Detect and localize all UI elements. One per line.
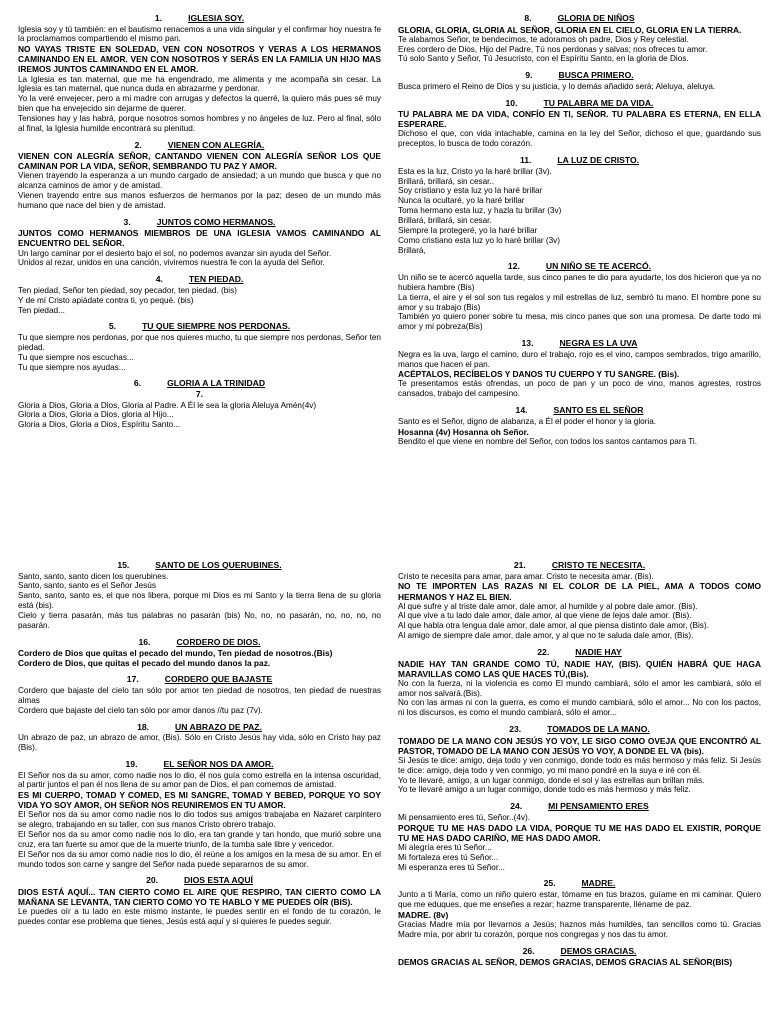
song-block — [398, 14, 761, 64]
song-verse-line: Mi esperanza eres tú Señor... — [398, 862, 505, 872]
song-verse-line: Al que habla otra lengua dale amor, dale amor, al que piensa distinto dale amor, (Bis). — [398, 621, 709, 631]
song-title: BUSCA PRIMERO. — [558, 70, 634, 81]
song-verse-line: No con las armas ni con la guerra, es como el mundo cambiará, sólo el amor... No con los pactos, ni los discursos, es como el mundo cambiará, sólo el amor... — [398, 698, 761, 718]
song-title: GLORIA DE NIÑOS — [557, 13, 635, 23]
song-verse-line: Gracias Madre mía por llevarnos a Jesús; haznos más humildes, tan sencillos como tú. Gracias Madre mía, por abrir tu corazón, porque nos congregas y nos das tu amor. — [398, 919, 761, 939]
song-heading — [18, 141, 381, 151]
song-number: 11. — [519, 155, 532, 166]
song-heading — [398, 99, 761, 109]
column-top-left — [18, 14, 381, 437]
song-verse-line: Te alabamos Señor, te bendecimos, te adoramos oh padre, Dios y Rey celestial. — [398, 34, 689, 44]
song-verse-line: Gloria a Dios, Gloria a Dios, gloria al Hijo... — [18, 410, 174, 420]
song-title: VIENEN CON ALEGRÍA. — [167, 139, 265, 150]
song-verse-line: Santo es el Señor, digno de alabanza, a Él el poder el honor y la gloria. — [398, 416, 657, 426]
song-block — [398, 71, 761, 91]
song-heading — [398, 561, 761, 571]
song-verse-line: La tierra, el aire y el sol son tus regalos y mil estrellas de luz, sembró tu mano. El hombre pone su amor y su trabajo (Bis) — [398, 292, 761, 312]
song-verse-line: Vienen trayendo entre sus manos esfuerzos de hermanos por la paz; deseo de un mundo más humano que nace del bien y de amistad. — [18, 191, 381, 210]
song-verse-line: Tú solo Santo y Señor, Tú Jesucristo, con el Espíritu Santo, en la gloria de Dios. — [398, 54, 689, 64]
song-block — [398, 725, 761, 795]
song-verse-line: Te presentamos estás ofrendas, un poco de pan y un poco de vino, manos agrestes, rostros cansados, trabajo del campesino. — [398, 379, 761, 399]
song-chorus-line: DEMOS GRACIAS AL SEÑOR, DEMOS GRACIAS, DEMOS GRACIAS AL SEÑOR(BIS) — [398, 957, 733, 968]
song-heading — [18, 275, 381, 285]
song-title: NEGRA ES LA UVA — [559, 338, 638, 349]
song-block — [398, 648, 761, 718]
column-top-right — [398, 14, 761, 454]
song-verse-line: Tu que siempre nos perdonas, por que nos quieres mucho, tu que siempre nos perdonas, Señor ten piedad. — [18, 333, 381, 352]
song-block — [398, 879, 761, 939]
song-title: TEN PIEDAD. — [188, 274, 244, 285]
song-chorus-line: MADRE. (8v) — [398, 909, 449, 920]
song-verse-line: Si Jesús te dice: amigo, deja todo y ven conmigo, donde todo es más hermoso y más feliz. Si Jesús te dice: amigo, deja todo y ven conmigo, yo mi mano pondré en la suya e iré con él. — [398, 755, 761, 775]
song-heading — [18, 322, 381, 332]
song-verse-line: El Señor nos da su amor, como nadie nos lo dio, él nos guía como estrella en la intensa oscuridad, al partir juntos el pan él nos llena de su amor pan de Dios, el pan comemos de amistad. — [18, 770, 381, 790]
song-title: MI PENSAMIENTO ERES — [548, 801, 649, 812]
song-block — [18, 218, 381, 268]
song-number: 18. — [137, 721, 150, 732]
song-chorus-line: NO TE IMPORTEN LAS RAZAS NI EL COLOR DE LA PIEL, AMA A TODOS COMO HERMANOS Y HAZ EL BIEN. — [398, 581, 761, 602]
song-number: 25. — [543, 878, 556, 889]
song-verse-line: Un abrazo de paz, un abrazo de amor, (Bis). Sólo en Cristo Jesús hay vida, sólo en Cristo hay paz (Bis). — [18, 733, 381, 753]
song-verse-line: Bendito el que viene en nombre del Señor, con todos los santos cantamos para Ti. — [398, 436, 698, 446]
song-block — [18, 141, 381, 211]
song-block — [18, 876, 381, 926]
song-title: IGLESIA SOY. — [188, 13, 245, 23]
song-heading — [18, 379, 381, 389]
song-heading — [398, 156, 761, 166]
song-title: SANTO DE LOS QUERUBINES. — [155, 560, 282, 570]
song-heading — [18, 675, 381, 685]
song-verse-line: Al que sufre y al triste dale amor, dale amor, al humilde y al pobre dale amor. (Bis). — [398, 601, 698, 611]
song-block — [18, 760, 381, 870]
song-verse-line: El Señor nos da su amor como nadie nos lo dio todos sus amigos trabajaba en Nazaret carpintero se alegro, trabajando en su taller, con sus manos Cristo obrero trabajo. — [18, 810, 381, 830]
song-block — [18, 675, 381, 715]
song-block — [18, 379, 381, 430]
song-verse-line: Nunca la ocultaré, yo la haré brillar — [398, 196, 525, 206]
song-verse-line: También yo quiero poner sobre tu mesa, mis cinco panes que son una promesa. De darte todo mi amor y mi pobreza(Bis) — [398, 312, 761, 332]
song-heading — [18, 760, 381, 770]
song-block — [18, 322, 381, 372]
song-number: 20. — [146, 875, 159, 886]
song-verse-line: Santo, santo, santo es, el que nos libera, porque mi Dios es mi Santo y la tierra llena de su gloria está (bis). — [18, 591, 381, 611]
song-title: TOMADOS DE LA MANO. — [547, 724, 650, 735]
song-heading — [398, 725, 761, 735]
song-subnumber: 7. — [195, 389, 204, 400]
song-heading — [18, 638, 381, 648]
song-verse-line: Junto a ti María, como un niño quiero estar, tómame en tus brazos, guíame en mi caminar. Quiero que me eduques, que me enseñes a rezar; hazme transparente, lléname de paz. — [398, 890, 761, 909]
song-verse-line: Busca primero el Reino de Dios y su justicia, y lo demás añadido será; Aleluya, aleluya. — [398, 81, 716, 91]
song-title: UN ABRAZO DE PAZ. — [175, 721, 262, 732]
song-heading — [398, 71, 761, 81]
song-title: CRISTO TE NECESITA. — [551, 560, 646, 570]
song-chorus-line: ACÉPTALOS, RECÍBELOS Y DANOS TU CUERPO Y TU SANGRE. (Bis). — [398, 369, 680, 380]
song-title: JUNTOS COMO HERMANOS. — [156, 216, 276, 227]
song-verse-line: El Señor nos da su amor como nadie nos lo dio, él reúne a los amigos en la mesa de su amor. En el mundo todos son carne y sangre del Señor nada puede separarnos de su amor. — [18, 849, 381, 869]
song-verse-line: Un largo caminar por el desierto bajo el sol, no podemos avanzar sin ayuda del Señor. — [18, 248, 332, 258]
song-block — [398, 156, 761, 255]
song-number: 21. — [513, 560, 526, 570]
song-verse-line: Ten piedad, Señor ten piedad, soy pecador, ten piedad. (bis) — [18, 285, 237, 295]
column-bottom-right — [398, 561, 761, 974]
song-chorus-line: DIOS ESTÁ AQUÍ... TAN CIERTO COMO EL AIRE QUE RESPIRO, TAN CIERTO COMO LA MAÑANA SE LEVANTA, TAN CIERTO COMO YO TE HABLO Y ME PUEDES OÍR (BIS). — [18, 887, 381, 908]
song-heading — [18, 218, 381, 228]
song-block — [398, 99, 761, 149]
song-block — [398, 947, 761, 968]
song-verse-line: Tensiones hay y las habrá, porque nosotros somos hombres y no ángeles de luz. Pero al final, sólo al final, la Iglesia humilde encontrará su plenitud. — [18, 113, 381, 133]
song-chorus-line: NADIE HAY TAN GRANDE COMO TÚ, NADIE HAY, (BIS). QUIÉN HABRÁ QUE HAGA MARAVILLAS COMO LAS QUE HACES TÚ,(Bis). — [398, 658, 761, 679]
song-title: CORDERO QUE BAJASTE — [164, 674, 273, 685]
song-verse-line: Soy cristiano y esta luz yo la haré brillar — [398, 186, 543, 196]
song-number: 24. — [510, 801, 523, 812]
song-verse-line: Tu que siempre nos ayudas... — [18, 362, 126, 372]
song-number: 8. — [524, 13, 532, 23]
song-verse-line: Mi pensamiento eres tú, Señor..(4v). — [398, 812, 530, 822]
song-verse-line: El Señor nos da su amor como nadie nos lo dio, era tan grande y tan hondo, que murió sobre una cruz, era tan fuerte su amor que de la muerte triunfo, de la tumba sale libre y vencedor. — [18, 830, 381, 849]
song-heading — [398, 648, 761, 658]
song-verse-line: Brillará, — [398, 245, 426, 255]
song-number: 10. — [505, 97, 518, 108]
song-heading — [398, 406, 761, 416]
song-verse-line: Gloria a Dios, Gloria a Dios, Espíritu Santo... — [18, 420, 180, 430]
song-verse-line: Y de mí Cristo apiádate contra ti, yo pequé. (bis) — [18, 295, 194, 305]
song-chorus-line: TOMADO DE LA MANO CON JESÚS YO VOY, LE SIGO COMO OVEJA QUE ENCONTRÓ AL PASTOR, TOMADO DE LA MANO CON JESÚS YO VOY, A DONDE EL VA (bis). — [398, 735, 761, 756]
song-block — [18, 723, 381, 753]
song-chorus-line: PORQUE TU ME HAS DADO LA VIDA, PORQUE TU ME HAS DADO EL EXISTIR, PORQUE TU ME HAS DADO CARIÑO, ME HAS DADO AMOR. — [398, 822, 761, 843]
song-chorus-line: GLORIA, GLORIA, GLORIA AL SEÑOR, GLORIA EN EL CIELO, GLORIA EN LA TIERRA. — [398, 24, 742, 35]
song-verse-line: Yo la veré envejecer, pero a mi madre con arrugas y defectos la querré, la quiero más pues sé muy bien que ha envejecido sin dejarme de querer. — [18, 94, 381, 114]
song-title: EL SEÑOR NOS DA AMOR. — [163, 758, 274, 769]
song-chorus-line: Cordero de Dios, que quitas el pecado del mundo danos la paz. — [18, 658, 271, 669]
song-number: 6. — [133, 378, 142, 389]
song-number: 16. — [138, 636, 151, 647]
song-number: 3. — [123, 216, 131, 227]
song-verse-line: Ten piedad... — [18, 305, 65, 315]
song-verse-line: Mi fortaleza eres tú Señor... — [398, 852, 499, 862]
song-heading — [18, 723, 381, 733]
song-block — [18, 561, 381, 631]
song-block — [18, 275, 381, 315]
song-number: 9. — [525, 70, 533, 81]
song-verse-line: Iglesia soy y tú también: en el bautismo renacemos a una vida singular y el confirmar hoy nuestra fe la proclamamos compartiendo el mismo pan. — [18, 24, 381, 44]
song-title: DEMOS GRACIAS. — [560, 945, 637, 956]
song-number: 19. — [125, 758, 138, 769]
song-verse-line: Brillará, brillará, sin cesar. — [398, 216, 492, 226]
song-number: 22. — [537, 647, 550, 657]
song-title: DIOS ESTA AQUÍ — [184, 875, 253, 886]
song-verse-line: Cielo y tierra pasarán, más tus palabras no pasarán (bis) No, no, no pasarán, no, no, no, no pasarán. — [18, 611, 381, 630]
song-title: MADRE. — [581, 878, 616, 889]
song-verse-line: Yo te llevaré amigo a un lugar conmigo, donde todo es más hermoso y más feliz. — [398, 785, 691, 795]
song-verse-line: Siempre la protegeré, yo la haré brillar — [398, 225, 538, 235]
song-verse-line: Gloria a Dios, Gloria a Dios, Gloria al Padre. A Él le sea la gloria Aleluya Amén(4v) — [18, 400, 317, 410]
song-heading — [18, 14, 381, 24]
song-verse-line: Al que vive a tu lado dale amor, dale amor, al que viene de lejos dale amor. (Bis). — [398, 611, 692, 621]
song-block — [398, 406, 761, 446]
song-heading — [18, 561, 381, 571]
song-verse-line: Al amigo de siempre dale amor, dale amor, y al que no te saluda dale amor, (Bis). — [398, 631, 694, 641]
song-chorus-line: ES MI CUERPO, TOMAD Y COMED, ES MI SANGRE, TOMAD Y BEBED, PORQUE YO SOY VIDA YO SOY AMOR, OH SEÑOR NOS REUNIREMOS EN TU AMOR. — [18, 790, 381, 811]
column-bottom-left — [18, 561, 381, 934]
song-chorus-line: Cordero de Dios que quitas el pecado del mundo, Ten piedad de nosotros.(Bis) — [18, 648, 333, 659]
song-verse-line: Tu que siempre nos escuchas... — [18, 352, 134, 362]
song-verse-line: Santo, santo, santo es el Señor Jesús — [18, 581, 156, 591]
song-heading — [398, 262, 761, 272]
song-heading — [398, 802, 761, 812]
song-title: NADIE HAY — [575, 647, 622, 657]
song-title: LA LUZ DE CRISTO. — [557, 155, 640, 166]
song-title: SANTO ES EL SEÑOR — [553, 405, 644, 416]
song-block — [398, 561, 761, 641]
song-verse-line: Cristo te necesita para amar, para amar. Cristo te necesita amar. (Bis). — [398, 571, 654, 581]
song-verse-line: Unidos al rezar, unidos en una canción, viviremos nuestra fe con la ayuda del Señor. — [18, 258, 325, 268]
song-block — [398, 262, 761, 332]
song-number: 13. — [521, 338, 534, 349]
song-number: 17. — [126, 674, 139, 685]
song-title: GLORIA A LA TRINIDAD — [167, 378, 266, 389]
song-verse-line: Dichoso el que, con vida intachable, camina en la ley del Señor, dichoso el que, guardando sus preceptos, lo busca de todo corazón. — [398, 129, 761, 149]
song-number: 12. — [507, 261, 520, 272]
song-verse-line: Esta es la luz, Cristo yo la haré brillar (3v). — [398, 166, 552, 176]
song-chorus-line: TU PALABRA ME DA VIDA, CONFÍO EN TI, SEÑOR. TU PALABRA ES ETERNA, EN ELLA ESPERARE. — [398, 109, 761, 130]
song-verse-line: Le puedes oír a tu lado en este mismo instante, le puedes sentir en el fondo de tu corazón, le puedes contar ese problema que tienes, Jesús está aquí y si quieres le puedes seguir. — [18, 907, 381, 927]
song-number: 1. — [154, 13, 163, 23]
song-chorus-line: JUNTOS COMO HERMANOS MIEMBROS DE UNA IGLESIA VAMOS CAMINANDO AL ENCUENTRO DEL SEÑOR. — [18, 228, 381, 249]
song-title: TU QUE SIEMPRE NOS PERDONAS. — [142, 321, 291, 332]
song-heading — [18, 876, 381, 886]
song-verse-line: La Iglesia es tan maternal, que me ha engendrado, me alimenta y me acompaña sin cesar. La Iglesia es tan maternal, que nunca duda en abrazarme y perdonar. — [18, 74, 381, 94]
song-verse-line: Vienen trayendo la esperanza a un mundo cargado de ansiedad; a un mundo que busca y que no alcanza caminos de amor y de amistad. — [18, 171, 381, 191]
song-number: 4. — [155, 274, 163, 285]
song-verse-line: Como cristiano esta luz yo lo haré brillar (3v) — [398, 235, 560, 245]
song-number: 5. — [108, 321, 117, 332]
song-verse-line: No con la fuerza, ni la violencia es como El mundo cambiará, sólo el amor les cambiará, sólo el amor nos salvará.(Bis). — [398, 678, 761, 698]
song-verse-line: Negra es la uva, largo el camino, duro el trabajo, rojo es el vino, campos sembrados, trigo amarillo, manos que hacen el pan. — [398, 349, 761, 369]
song-verse-line: Cordero que bajaste del cielo tan sólo por amor danos //tu paz (7v). — [18, 705, 263, 715]
song-title: CORDERO DE DIOS. — [176, 636, 261, 647]
song-heading — [398, 879, 761, 889]
song-verse-line: Santo, santo, santo dicen los querubines. — [18, 571, 169, 581]
song-heading — [398, 339, 761, 349]
song-verse-line: Mi alegría eres tú Señor... — [398, 842, 492, 852]
song-title: UN NIÑO SE TE ACERCÓ. — [545, 261, 652, 272]
song-number: 2. — [134, 139, 142, 150]
song-block — [18, 638, 381, 669]
song-block — [398, 802, 761, 872]
song-verse-line: Brillará, brillará, sin cesar.. — [398, 176, 495, 186]
song-chorus-line: Hosanna (4v) Hosanna oh Señor. — [398, 426, 529, 437]
song-verse-line: Toma hermano esta luz, y hazla tu brillar (3v) — [398, 206, 562, 216]
song-verse-line: Un niño se te acercó aquella tarde, sus cinco panes te dio para ayudarte, los dos hicieron que ya no hubiera hambre (Bis) — [398, 273, 761, 292]
song-chorus-line: NO VAYAS TRISTE EN SOLEDAD, VEN CON NOSOTROS Y VERAS A LOS HERMANOS CAMINANDO EN EL AMOR. VEN CON NOSOTROS Y SERÁS EN LA FAMILIA UN HIJO MAS IREMOS JUNTOS CAMINANDO EN EL AMOR. — [18, 44, 381, 75]
song-number: 15. — [117, 560, 130, 570]
song-title: TU PALABRA ME DA VIDA. — [543, 97, 654, 108]
song-heading — [398, 14, 761, 24]
song-heading — [398, 947, 761, 957]
song-block — [398, 339, 761, 399]
song-chorus-line: VIENEN CON ALEGRÍA SEÑOR, CANTANDO VIENEN CON ALEGRÍA SEÑOR LOS QUE CAMINAN POR LA VIDA, SEÑOR, SEMBRANDO TU PAZ Y AMOR. — [18, 151, 381, 172]
song-number: 23. — [509, 724, 522, 735]
song-verse-line: Cordero que bajaste del cielo tan sólo por amor ten piedad de nosotros, ten piedad de nuestras almas — [18, 686, 381, 705]
song-number: 14. — [515, 405, 528, 416]
song-verse-line: Yo te llevaré, amigo, a un lugar conmigo, donde el sol y las estrellas aun brillan más. — [398, 775, 705, 785]
song-block — [18, 14, 381, 134]
song-number: 26. — [522, 945, 535, 956]
song-verse-line: Eres cordero de Dios, Hijo del Padre, Tú nos perdonas y salvas; nos ofreces tu amor. — [398, 44, 708, 54]
